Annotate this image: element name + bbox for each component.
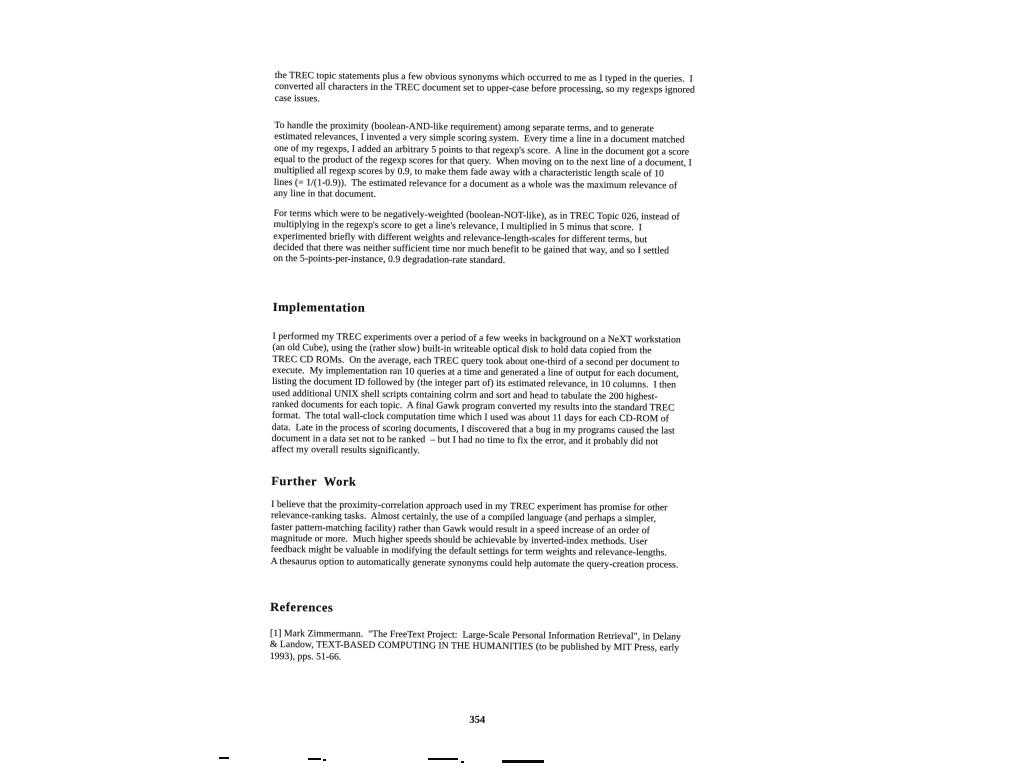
scan-artifact-dash [219, 757, 229, 759]
paragraph-implementation: I performed my TREC experiments over a period of a few weeks in background on a NeXT workstation (an old Cube), using the (rather slow) built-in writeable optical disk to hold data copied from the TREC CD ROMs. On the average, each TREC query took about one-third of a second per document to execute. My implementation ran 10 queries at a time and generated a line of output for each document, listing the document ID followed by (the integer part of) its estimated relevance, in 10 columns. I then used additional UNIX shell scripts containing colrm and sort and head to tabulate the 200 highest- ranked documents for each topic. A final Gawk program converted my results into the standard TREC format. The total wall-clock computation time which I used was about 11 days for each CD-ROM of data. Late in the process of scoring documents, I discovered that a bug in my programs caused the last document in a data set not to be ranked – but I had no time to fix the error, and it probably did not affect my overall results significantly. [271, 331, 681, 457]
paragraph-further-work: I believe that the proximity-correlation approach used in my TREC experiment has promise for other relevance-ranking tasks. Almost certainly, the use of a compiled language (and perhaps a simpler, faster pattern-matching facility) rather than Gawk would result in a speed increase of an order of magnitude or more. Much higher speeds should be achievable by inverted-index methods. User feedback might be valuable in modifying the default settings for term weights and relevance-lengths. A thesaurus option to automatically generate synonyms could help automate the query-creation process. [270, 498, 679, 571]
paragraph-negative-terms: For terms which were to be negatively-weighted (boolean-NOT-like), as in TREC Topic 026, instead of multiplying in the regexp's score to get a line's relevance, I multiplied in 5 minus that score. I experimented briefly with different weights and relevance-length-scales for different terms, but decided that there was neither sufficient time nor much benefit to be gained that way, and so I settled on the 5-points-per-instance, 0.9 degradation-rate standard. [273, 208, 680, 267]
heading-further-work: Further Work [271, 473, 357, 489]
heading-implementation: Implementation [272, 300, 366, 315]
scan-artifact-dot [461, 761, 464, 763]
scan-artifact-dash [502, 760, 544, 763]
page-number: 354 [469, 714, 486, 726]
heading-references: References [270, 599, 334, 615]
paragraph-intro-continuation: the TREC topic statements plus a few obvious synonyms which occurred to me as I typed in the queries. I converted all characters in the TREC document set to upper-case before processing, so my regexps ignored case issues. [274, 70, 695, 105]
scan-artifact-dot [323, 759, 326, 761]
scan-artifact-dash [428, 758, 458, 760]
paragraph-reference-1: [1] Mark Zimmermann. "The FreeText Project: Large-Scale Personal Information Retrieval", in Delany & Landow, TEXT-BASED COMPUTING IN THE HUMANITIES (to be published by MIT Press, early 1993), pps. 51-66. [269, 627, 681, 663]
scan-artifact-dash [308, 758, 321, 760]
paragraph-scoring-system: To handle the proximity (boolean-AND-like requirement) among separate terms, and to generate estimated relevances, I invented a very simple scoring system. Every time a line in a document matched one of my regexps, I added an arbitrary 5 points to that regexp's score. A line in the document got a score equal to the product of the regexp scores for that query. When moving on to the next line of a document, I multiplied all regexp scores by 0.9, to make them fade away with a characteristic length scale of 10 lines (= 1/(1-0.9)). The estimated relevance for a document as a whole was the maximum relevance of any line in that document. [273, 120, 692, 200]
